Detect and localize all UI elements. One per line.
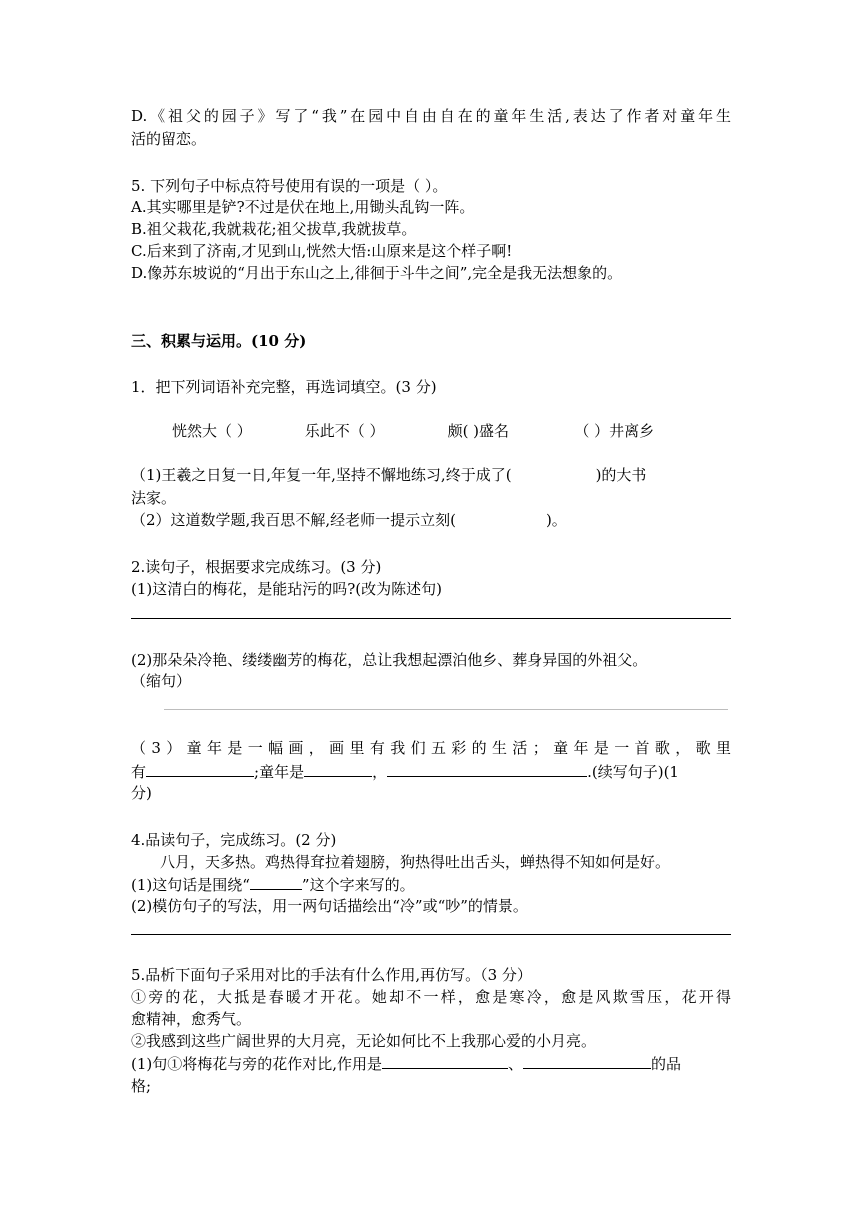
s3-q1-sentence1-end: 法家。 [131, 489, 177, 507]
s3-q4-part1 [131, 873, 731, 896]
s3-q4-stem: 4.品读句子，完成练习。(2 分) [131, 831, 337, 849]
s3-q1-sentence1 [131, 464, 731, 486]
s3-q5-sentence2: ②我感到这些广阔世界的大月亮，无论如何比不上我那心爱的小月亮。 [131, 1032, 597, 1050]
s3-q2-part1: (1)这清白的梅花，是能玷污的吗?(改为陈述句) [131, 580, 442, 598]
q4-option-d-line1: D.《祖父的园子》写了“我”在园中自由自在的童年生活,表达了作者对童年生 [131, 107, 731, 125]
sentence-text: (1)这句话是围绕“ [131, 876, 250, 894]
s3-q2-part3-line1: （3）童年是一幅画，画里有我们五彩的生活；童年是一首歌，歌里 [131, 739, 731, 757]
s3-q5-stem: 5.品析下面句子采用对比的手法有什么作用,再仿写。（3 分） [131, 966, 532, 984]
sentence-text: （2）这道数学题,我百思不解,经老师一提示立刻( [131, 511, 456, 529]
q5-stem: 5. 下列句子中标点符号使用有误的一项是（ ）。 [131, 177, 448, 195]
answer-line[interactable] [131, 934, 731, 935]
sentence-text: (1)句①将梅花与旁的花作对比,作用是 [131, 1055, 383, 1073]
s3-q2-part3-line2 [131, 760, 731, 783]
s3-q5-sentence1-line2: 愈精神，愈秀气。 [131, 1010, 252, 1028]
sentence-text: )的大书 [595, 466, 647, 484]
s3-q1-sentence2 [131, 509, 731, 531]
s3-q4-text: 八月，天多热。鸡热得耷拉着翅膀，狗热得吐出舌头，蝉热得不知如何是好。 [160, 853, 671, 871]
s3-q2-part2-note: （缩句） [131, 672, 192, 690]
s3-q4-part2: (2)模仿句子的写法，用一两句话描绘出“冷”或“吵”的情景。 [131, 897, 528, 915]
sentence-text: .(续写句子)(1 [587, 763, 679, 781]
answer-blank[interactable] [382, 1052, 508, 1069]
answer-line[interactable] [131, 618, 731, 619]
word-item: 乐此不（ ） [304, 422, 385, 440]
answer-blank[interactable] [146, 760, 254, 777]
q5-option-c: C.后来到了济南,才见到山,恍然大悟:山原来是这个样子啊! [131, 242, 513, 260]
sentence-text: 有 [131, 763, 147, 781]
sentence-text: )。 [545, 511, 567, 529]
s3-q2-stem: 2.读句子，根据要求完成练习。(3 分) [131, 558, 382, 576]
sentence-text: 的品 [651, 1055, 682, 1073]
s3-q1-word-list [172, 420, 712, 442]
q5-option-a: A.其实哪里是铲?不过是伏在地上,用锄头乱钩一阵。 [131, 198, 475, 216]
answer-blank[interactable] [387, 760, 587, 777]
q5-option-b: B.祖父栽花,我就栽花;祖父拔草,我就拔草。 [131, 220, 417, 238]
answer-blank[interactable] [523, 1052, 651, 1069]
s3-q5-sentence1-line1: ①旁的花，大抵是春暖才开花。她却不一样，愈是寒冷，愈是风欺雪压，花开得 [131, 988, 731, 1006]
s3-q2-part2: (2)那朵朵冷艳、缕缕幽芳的梅花，总让我想起漂泊他乡、葬身异国的外祖父。 [131, 651, 648, 669]
answer-blank[interactable] [250, 873, 302, 890]
answer-blank[interactable] [304, 760, 372, 777]
sentence-text: 、 [508, 1055, 524, 1073]
answer-line[interactable] [164, 709, 728, 710]
sentence-text: ”这个字来写的。 [301, 876, 415, 894]
s3-q5-part1 [131, 1052, 731, 1075]
s3-q2-part3-line3: 分) [131, 784, 152, 802]
q4-option-d-line2: 活的留恋。 [131, 130, 207, 148]
s3-q5-part1-end: 格; [131, 1077, 152, 1095]
s3-q1-stem: 1．把下列词语补充完整，再选词填空。(3 分) [131, 378, 437, 396]
word-item: 颇( )盛名 [447, 422, 510, 440]
word-item: （ ）井离乡 [574, 422, 655, 440]
q5-option-d: D.像苏东坡说的“月出于东山之上,徘徊于斗牛之间”,完全是我无法想象的。 [131, 264, 623, 282]
sentence-text: ， [372, 763, 388, 781]
sentence-text: ;童年是 [254, 763, 305, 781]
sentence-text: （1)王羲之日复一日,年复一年,坚持不懈地练习,终于成了( [131, 466, 512, 484]
section3-title: 三、积累与运用。(10 分) [131, 332, 307, 350]
word-item: 恍然大（ ） [172, 422, 252, 440]
